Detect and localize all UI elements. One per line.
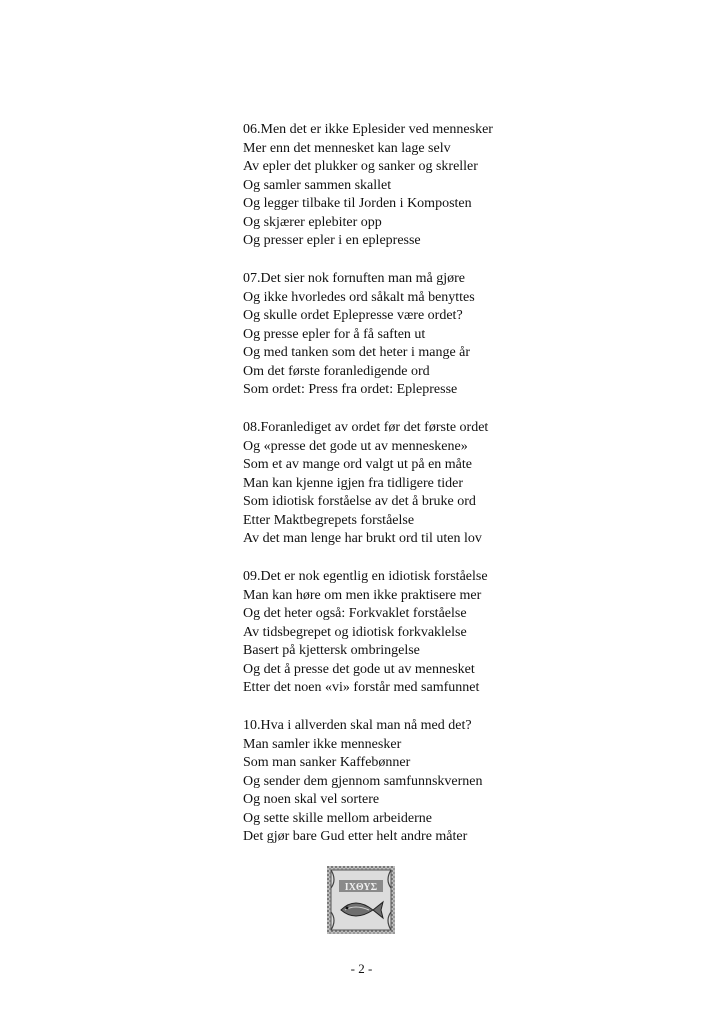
poem-line: Man samler ikke mennesker bbox=[243, 736, 402, 752]
poem-line: Og sender dem gjennom samfunnskvernen bbox=[243, 773, 483, 789]
poem-line: Mer enn det mennesket kan lage selv bbox=[243, 140, 451, 156]
poem-line: Og skjærer eplebiter opp bbox=[243, 214, 382, 230]
poem-line: Og noen skal vel sortere bbox=[243, 792, 380, 807]
poem-line: Og med tanken som det heter i mange år bbox=[243, 345, 471, 360]
poem-line: Basert på kjettersk ombringelse bbox=[243, 643, 420, 658]
poem-line: 07.Det sier nok fornuften man må gjøre bbox=[243, 271, 465, 286]
poem-line: Og det heter også: Forkvaklet forståelse bbox=[243, 606, 467, 621]
poem-line: Og legger tilbake til Jorden i Komposten bbox=[243, 196, 472, 211]
poem-line: 08.Foranlediget av ordet før det første ordet bbox=[243, 420, 489, 435]
poem-line: 09.Det er nok egentlig en idiotisk forståelse bbox=[243, 569, 488, 584]
poem bbox=[243, 121, 543, 866]
stanza bbox=[243, 717, 543, 847]
poem-line: Som man sanker Kaffebønner bbox=[243, 755, 411, 770]
stanza bbox=[243, 121, 543, 251]
poem-line: 06.Men det er ikke Eplesider ved mennesker bbox=[243, 122, 493, 137]
poem-line: Og samler sammen skallet bbox=[243, 177, 392, 193]
poem-line: Det gjør bare Gud etter helt andre måter bbox=[243, 829, 468, 844]
poem-line: Og det å presse det gode ut av mennesket bbox=[243, 661, 475, 677]
poem-line: Og skulle ordet Eplepresse være ordet? bbox=[243, 308, 463, 323]
poem-line: Som idiotisk forståelse av det å bruke ord bbox=[243, 494, 476, 509]
poem-line: Av det man lenge har brukt ord til uten lov bbox=[243, 531, 482, 546]
fish-emblem-icon bbox=[327, 866, 395, 934]
stanza bbox=[243, 419, 543, 549]
svg-text:ΙΧΘΥΣ: ΙΧΘΥΣ bbox=[344, 882, 378, 893]
poem-line: Og ikke hvorledes ord såkalt må benyttes bbox=[243, 289, 475, 305]
poem-line: Etter Maktbegrepets forståelse bbox=[243, 512, 415, 528]
poem-line: Etter det noen «vi» forstår med samfunnet bbox=[243, 680, 480, 695]
poem-line: Man kan kjenne igjen fra tidligere tider bbox=[243, 475, 464, 491]
poem-line: Og presse epler for å få saften ut bbox=[243, 326, 426, 342]
page-number: - 2 - bbox=[350, 961, 373, 976]
poem-line: Man kan høre om men ikke praktisere mer bbox=[243, 587, 482, 603]
stanza bbox=[243, 568, 543, 698]
poem-line: Og sette skille mellom arbeiderne bbox=[243, 810, 432, 826]
poem-line: Av epler det plukker og sanker og skreller bbox=[243, 159, 478, 174]
poem-line: Som et av mange ord valgt ut på en måte bbox=[243, 457, 472, 472]
poem-line: Og «presse det gode ut av menneskene» bbox=[243, 438, 468, 454]
stanza bbox=[243, 270, 543, 400]
poem-line: Om det første foranledigende ord bbox=[243, 363, 430, 379]
poem-line: 10.Hva i allverden skal man nå med det? bbox=[243, 718, 472, 733]
poem-line: Av tidsbegrepet og idiotisk forkvaklelse bbox=[243, 624, 467, 640]
poem-line: Som ordet: Press fra ordet: Eplepresse bbox=[243, 382, 458, 397]
poem-line: Og presser epler i en eplepresse bbox=[243, 233, 421, 248]
